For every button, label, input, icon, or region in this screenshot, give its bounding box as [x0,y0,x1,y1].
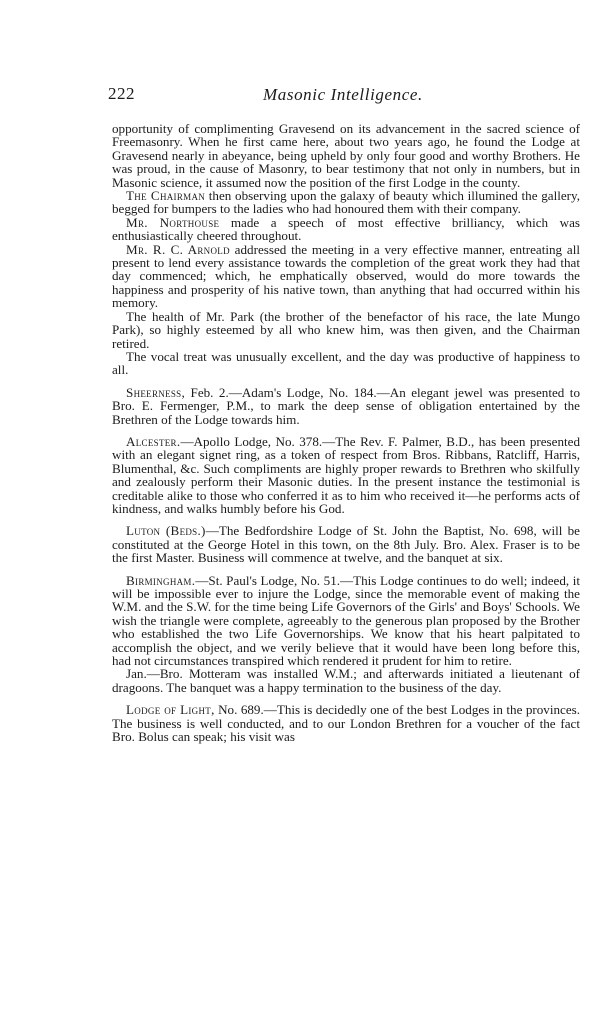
paragraph-text: opportunity of complimenting Gravesend on its advancement in the sacred science of Freemasonry. When he first came here, about two years ago, he found the Lodge at Gravesend nearly in abeyance, being upheld by only four good and worthy Brothers. He was proud, in the cause of Masonry, to bear testimony that not only in numbers, but in Masonic science, it assumed now the position of the first Lodge in the county. [112,121,580,190]
page-number: 222 [108,84,135,103]
paragraph-text: then observing upon the galaxy of beauty which illumined the gallery, begged for bumpers to the ladies who had honoured them with their company. [112,188,581,217]
paragraph-lead: Lodge of Light, [126,702,215,718]
paragraph-text: The health of Mr. Park (the brother of the benefactor of his race, the late Mungo Park), so highly esteemed by all who knew him, was then given, and the Chairman retired. [112,308,580,351]
paragraph-lead: Alcester. [126,433,181,449]
page-body [112,122,580,743]
paragraph-chairman [112,189,580,216]
paragraph-lead: Luton (Beds.) [126,523,206,539]
paragraph-sheerness [112,386,580,426]
paragraph-text: No. 689.—This is decidedly one of the best Lodges in the provinces. The business is well conducted, and to our London Brethren for a voucher of the fact Bro. Bolus can speak; his visit was [112,702,580,745]
paragraph-text: —The Bedfordshire Lodge of St. John the Baptist, No. 698, will be constituted at the George Hotel in this town, on the 8th July. Bro. Alex. Fraser is to be the first Master. Business will commence at twelve, and the banquet at six. [112,523,580,566]
paragraph-northouse [112,216,580,243]
paragraph-luton [112,524,580,564]
paragraph-text: Jan.—Bro. Motteram was installed W.M.; and afterwards initiated a lieutenant of dragoons. The banquet was a happy termination to the business of the day. [112,666,580,695]
paragraph-lodge-of-light [112,703,580,743]
paragraph-alcester [112,435,580,515]
page-header [108,84,578,108]
paragraph-text: made a speech of most effective brilliancy, which was enthusiastically cheered throughout. [112,214,580,244]
paragraph-text: —St. Paul's Lodge, No. 51.—This Lodge continues to do well; indeed, it will be impossible ever to injure the Lodge, since the memorable event of making the W.M. and the S.W. for the time being Life Governors of the Girls' and Boys' Schools. We wish the triangle were complete, agreeably to the generous plan proposed by the Brother who established the two Life Governorships. We know that his heart palpitated to accomplish the object, and we verily believe that it would have been long before this, had not circumstances transpired which rendered it prudent for him to retire. [112,572,580,669]
paragraph-lead: Mr. Northouse [126,214,220,230]
paragraph-continuation [112,122,580,189]
paragraph-text: Feb. 2.—Adam's Lodge, No. 184.—An elegant jewel was presented to Bro. E. Fermenger, P.M., to mark the deep sense of obligation entertained by the Brethren of the Lodge towards him. [112,384,580,427]
paragraph-lead: Birmingham. [126,572,196,588]
paragraph-arnold [112,243,580,310]
running-head: Masonic Intelligence. [263,85,423,104]
paragraph-vocal [112,350,580,377]
paragraph-lead: Mr. R. C. Arnold [126,241,230,257]
paragraph-motteram [112,667,580,694]
paragraph-birmingham [112,574,580,668]
paragraph-park [112,310,580,350]
paragraph-lead: Sheerness, [126,384,186,400]
paragraph-lead: The Chairman [126,188,206,204]
paragraph-text: addressed the meeting in a very effective manner, entreating all present to lend every assistance towards the completion of the great work they had that day commenced; which, he emphatically observed, would do more towards the happiness and prosperity of his native town, than anything that had occurred within his memory. [112,241,580,311]
paragraph-text: The vocal treat was unusually excellent, and the day was productive of happiness to all. [112,348,580,378]
paragraph-text: —Apollo Lodge, No. 378.—The Rev. F. Palmer, B.D., has been presented with an elegant signet ring, as a token of respect from Bros. Ribbans, Ratcliff, Harris, Blumenthal, &c. Such compliments are highly proper rewards to Brethren who skilfully and zealously perform their Masonic duties. In the present instance the testimonial is creditable alike to those who conferred it as to him who received it—he performs acts of kindness, and walks humbly before his God. [112,433,580,516]
